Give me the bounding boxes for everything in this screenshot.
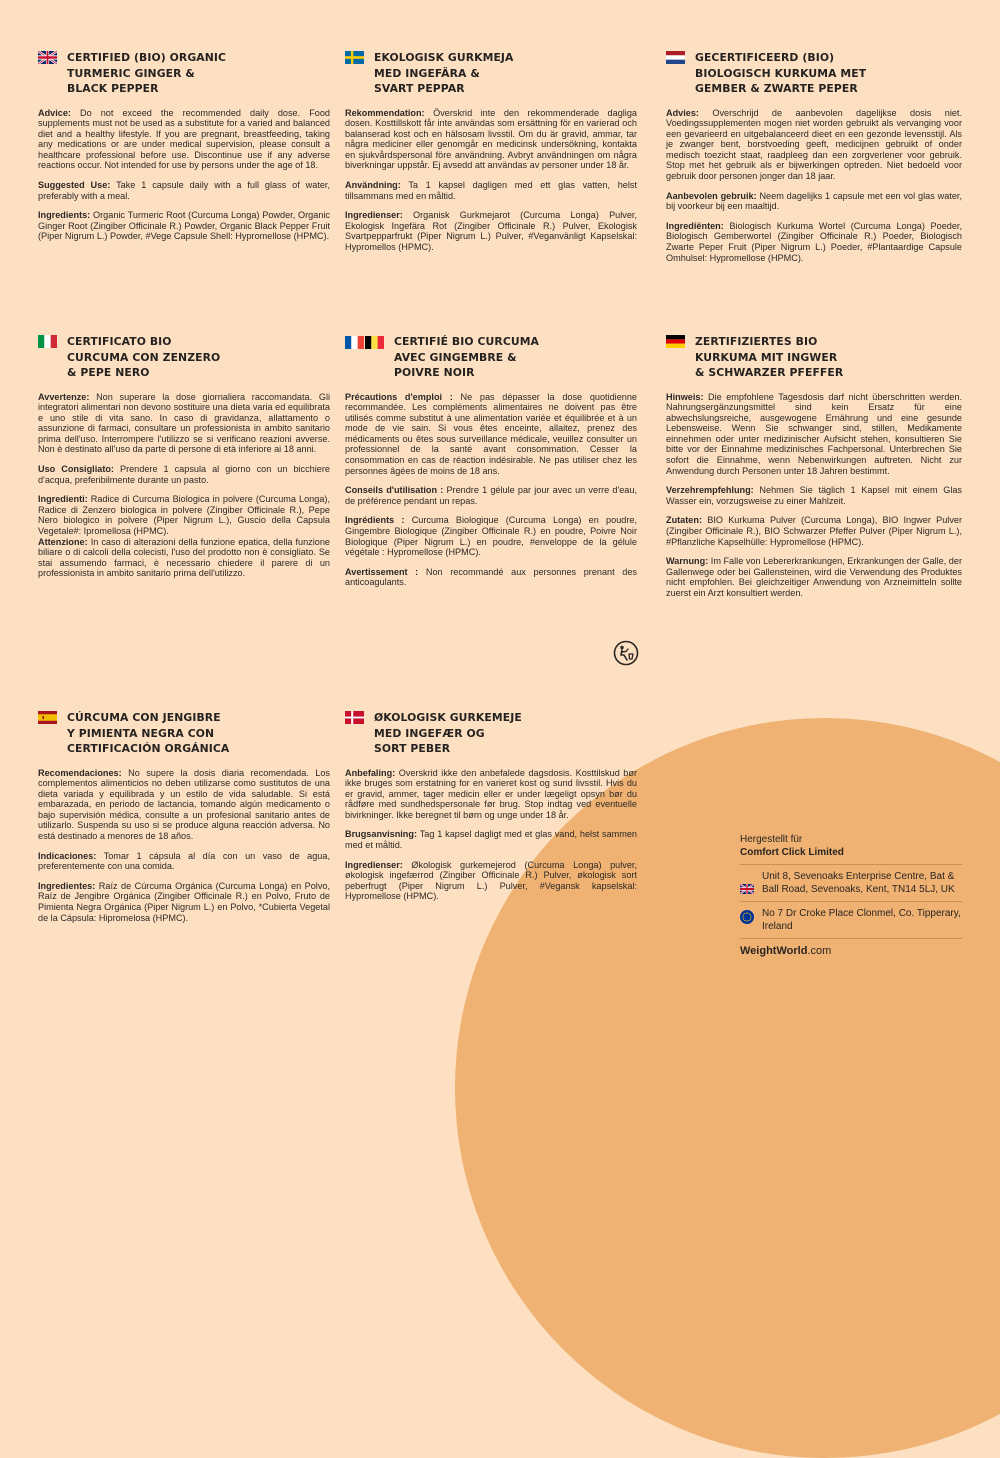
use-section [345, 485, 637, 506]
use-label: Suggested Use: [38, 180, 111, 191]
advice-label: Avvertenze: [38, 391, 90, 402]
france-flag-icon [345, 336, 364, 349]
use-text: Ta 1 kapsel dagligen med ett glas vatten, helst tillsammans med en måltid. [345, 180, 637, 201]
uk-flag-icon [740, 884, 754, 894]
manufacturer-block [740, 833, 962, 958]
ingredients-label: Ingredienser: [345, 859, 403, 870]
use-label: Conseils d'utilisation : [345, 485, 444, 496]
ingredients-label: Ingredients: [38, 210, 91, 221]
recycle-symbol-icon [613, 640, 639, 666]
warning-label: Attenzione: [38, 536, 88, 547]
column-danish [345, 710, 637, 911]
eu-address-text: No 7 Dr Croke Place Clonmel, Co. Tipperary, Ireland [762, 908, 961, 932]
italy-flag-icon [38, 335, 57, 348]
advice-section [345, 392, 637, 477]
ingredients-label: Ingredienti: [38, 494, 88, 505]
header-english [38, 50, 330, 97]
advice-text: No supere la dosis diaria recomendada. Los complementos alimenticios no deben utilizarse como sustitutos de una dieta variada y equilibrada y un estilo de vida saludable. Si está embarazada, en periodo de lactancia, tomando algún medicamento o bajo supervisión médica, consulte a un profesional sanitario antes de utilizarlo. Suspenda su uso si se produce alguna reacción adversa. No está destinado a menores de 18 años. [38, 767, 330, 842]
divider [740, 901, 962, 902]
netherlands-flag-icon [666, 51, 685, 64]
product-title: CERTIFIÉ BIO CURCUMA AVEC GINGEMBRE & POIVRE NOIR [394, 335, 540, 379]
ingredients-text: Organisk Gurkmejarot (Curcuma Longa) Pulver, Ekologisk Ingefära Rot (Zingiber Officinale R.) Pulver, Ekologisk Svartpepparfrukt (Piper Nigrum L.) Pulver, #Veganvänligt Kapselskal: Hypromellos (HPMC). [345, 210, 637, 253]
advice-text: Overschrijd de aanbevolen dagelijkse dosis niet. Voedingssupplementen mogen niet worden gebruikt als vervanging voor een gevarieerd en uitgebalanceerd dieet en een gezonde levensstijl. Als je zwanger bent, borstvoeding geeft, medicijnen gebruikt of onder medisch toezicht staat, raadpleeg dan een zorgverlener voor gebruik. Stop met het gebruik als er bijwerkingen optreden. Niet bedoeld voor gebruik door personen jonger dan 18 jaar. [666, 107, 962, 182]
header-swedish [345, 50, 637, 97]
use-section [38, 464, 330, 485]
website [740, 944, 962, 958]
use-label: Användning: [345, 180, 401, 191]
manufacturer-label: Hergestellt für [740, 834, 803, 845]
warning-text: In caso di alterazioni della funzione epatica, della funzione biliare o di calcoli della colecisti, l'uso del prodotto non è consigliato. Se stai assumendo farmaci, è necessario chiedere il parere di un professionista in ambito sanitario prima dell'utilizzo. [38, 536, 330, 579]
header-german [666, 334, 962, 381]
column-dutch [666, 50, 962, 272]
ingredients-text: Curcuma Biologique (Curcuma Longa) en poudre, Gingembre Biologique (Zingiber Officinale R.) en poudre, Poivre Noir Biologique (Piper Nigrum L.) en poudre, #enveloppe de la gélule végétale : Hypromellose (HPMC). [345, 515, 637, 558]
ingredients-section [38, 881, 330, 923]
advice-section [38, 392, 330, 456]
use-text: Take 1 capsule daily with a full glass of water, preferably with a meal. [38, 180, 330, 201]
ingredients-label: Ingredienser: [345, 210, 403, 221]
advice-text: Ne pas dépasser la dose quotidienne recommandée. Les compléments alimentaires ne doivent pas être utilisés comme substitut à une alimentation variée et équilibrée et à un mode de vie sain. Si vous êtes enceinte, allaitez, prenez des médicaments ou êtes sous surveillance médicale, veuillez consulter un professionnel de la santé avant consommation. Cesser la consommation en cas de réaction indésirable. Ne pas utiliser chez les personnes âgées de moins de 18 ans. [345, 391, 638, 476]
warning-section [38, 537, 330, 579]
product-title: CERTIFIED (BIO) ORGANIC TURMERIC GINGER & BLACK PEPPER [67, 51, 227, 95]
header-danish [345, 710, 637, 757]
ingredients-text: Raíz de Cúrcuma Orgánica (Curcuma Longa) en Polvo, Raíz de Jengibre Orgánica (Zingiber Officinale R.) en Polvo, Fruto de Pimienta Negra Orgánica (Piper Nigrum L.) en Polvo, *Cubierta Vegetal de la Cápsula: Hipromelosa (HPMC). [38, 880, 330, 923]
advice-text: Överskrid inte den rekommenderade dagliga dosen. Kosttillskott får inte användas som ersättning för en varierad och balanserad kost och en hälsosam livsstil. Om du är gravid, ammar, tar några mediciner eller genomgår en medicinsk undersökning, kontakta en sjukvårdspersonal före användning. Avbryt användningen om några biverkningar uppstår. Ej avsedd att användas av personer under 18 år. [345, 107, 637, 171]
uk-address [740, 870, 962, 896]
product-title: ØKOLOGISK GURKEMEJE MED INGEFÆR OG SORT PEBER [374, 711, 522, 755]
ingredients-label: Ingrediënten: [666, 220, 724, 231]
ingredients-text: Organic Turmeric Root (Curcuma Longa) Powder, Organic Ginger Root (Zingiber Officinale R.) Powder, Organic Black Pepper Fruit (Piper Nigrum L.) Powder, #Vege Capsule Shell: Hypromellose (HPMC). [38, 210, 330, 242]
ingredients-text: Økologisk gurkemejerod (Curcuma Longa) pulver, økologisk ingefærrod (Zingiber Officinale R.) Pulver, økologisk sort peberfrugt (Piper Nigrum L.) Pulver, #Vegansk kapselskal: Hypromellose (HPMC). [345, 859, 637, 902]
germany-flag-icon [666, 335, 685, 348]
header-french [345, 334, 637, 381]
ingredients-section [345, 210, 637, 252]
advice-label: Précautions d'emploi : [345, 391, 453, 402]
column-italian [38, 334, 330, 588]
column-swedish [345, 50, 637, 262]
product-title: ZERTIFIZIERTES BIO KURKUMA MIT INGWER & SCHWARZER PFEFFER [695, 335, 844, 379]
product-title: EKOLOGISK GURKMEJA MED INGEFÄRA & SVART PEPPAR [374, 51, 514, 95]
advice-text: Do not exceed the recommended daily dose. Food supplements must not be used as a substitute for a varied and balanced diet and a healthy lifestyle. If you are pregnant, breastfeeding, taking any medications or are under medical supervision, please consult a healthcare professional before use. Discontinue use if any adverse reactions occur. Not intended for use by persons under the age of 18. [38, 107, 330, 171]
advice-label: Anbefaling: [345, 767, 396, 778]
use-section [345, 180, 637, 201]
ingredients-section [345, 515, 637, 557]
denmark-flag-icon [345, 711, 364, 724]
divider [740, 864, 962, 865]
advice-text: Overskrid ikke den anbefalede dagsdosis. Kosttilskud bør ikke bruges som erstatning for en varieret kost og sund livsstil. Hvis du er gravid, ammer, tager medicin eller er under lægeligt opsyn bør du rådføre med sundhedspersonale før brug. Stop indtag ved eventuelle bivirkninger. Ikke beregnet til børn og unge under 18 år. [345, 767, 637, 820]
warning-label: Avertissement : [345, 566, 419, 577]
product-title: GECERTIFICEERD (BIO) BIOLOGISCH KURKUMA MET GEMBER & ZWARTE PEPER [695, 51, 867, 95]
use-label: Brugsanvisning: [345, 829, 417, 840]
use-text: Tomar 1 cápsula al día con un vaso de agua, preferentemente con una comida. [38, 850, 330, 872]
header-dutch [666, 50, 962, 97]
website-domain: .com [807, 945, 832, 957]
advice-label: Hinweis: [666, 391, 704, 402]
column-french [345, 334, 637, 597]
warning-text: Im Falle von Lebererkrankungen, Erkrankungen der Galle, der Gallenwege oder bei Gallensteinen, wird die Verwendung des Produktes nicht empfohlen. Bei gleichzeitiger Anwendung von Arzneimitteln sollte zuerst ein Arzt konsultiert werden. [666, 556, 962, 598]
use-section [38, 180, 330, 201]
eu-address [740, 907, 962, 933]
belgium-flag-icon [365, 336, 384, 349]
header-italian [38, 334, 330, 381]
advice-label: Advice: [38, 107, 71, 118]
divider [740, 938, 962, 939]
warning-section [666, 556, 962, 598]
advice-label: Rekommendation: [345, 107, 425, 118]
ingredients-label: Zutaten: [666, 515, 702, 526]
use-label: Verzehrempfehlung: [666, 485, 754, 496]
flag-pair [345, 335, 384, 349]
ingredients-section [666, 221, 962, 263]
sweden-flag-icon [345, 51, 364, 64]
use-section [38, 851, 330, 872]
ingredients-text: Biologisch Kurkuma Wortel (Curcuma Longa) Poeder, Biologisch Gemberwortel (Zingiber Officinale R.) Poeder, Biologisch Zwarte Peper Fruit (Piper Nigrum L.) Poeder, #Plantaardige Capsule Omhulsel: Hypromellose (HPMC). [666, 220, 962, 263]
product-title: CERTIFICATO BIO CURCUMA CON ZENZERO & PEPE NERO [67, 335, 221, 379]
advice-label: Advies: [666, 107, 699, 118]
advice-section [666, 392, 962, 477]
advice-section [38, 108, 330, 172]
advice-section [345, 768, 637, 821]
use-text: Neem dagelijks 1 capsule met een vol glas water, bij voorkeur bij een maaltijd. [666, 190, 962, 212]
header-spanish [38, 710, 330, 757]
ingredients-section [38, 494, 330, 536]
uk-address-text: Unit 8, Sevenoaks Enterprise Centre, Bat & Ball Road, Sevenoaks, Kent, TN14 5LJ, UK [762, 871, 955, 895]
column-spanish [38, 710, 330, 932]
use-text: Prendre 1 gélule par jour avec un verre d'eau, de préférence pendant un repas. [345, 485, 637, 506]
website-brand: WeightWorld [740, 945, 808, 957]
advice-text: Die empfohlene Tagesdosis darf nicht überschritten werden. Nahrungsergänzungsmittel sind kein Ersatz für eine abwechslungsreiche, ausgewogene Ernährung und eine gesunde Lebensweise. Wenn Sie schwanger sind, stillen, Medikamente einnehmen oder unter medizinischer Aufsicht stehen, konsultieren Sie bitte vor der Einnahme medizinisches Fachpersonal. Unterbrechen Sie sofort die Einnahme, wenn Nebenwirkungen auftreten. Nicht zur Anwendung durch Personen unter 18 Jahren bestimmt. [666, 391, 962, 476]
ingredients-text: BIO Kurkuma Pulver (Curcuma Longa), BIO Ingwer Pulver (Zingiber Officinale R.), BIO Schwarzer Pfeffer Pulver (Piper Nigrum L.), #Pflanzliche Kapselhülle: Hypromellose (HPMC). [666, 515, 962, 547]
use-section [345, 829, 637, 850]
use-text: Nehmen Sie täglich 1 Kapsel mit einem Glas Wasser ein, vorzugsweise zu einer Mahlzeit. [666, 485, 962, 506]
advice-label: Recomendaciones: [38, 767, 122, 778]
eu-flag-icon [740, 910, 754, 924]
uk-flag-icon [38, 51, 57, 64]
ingredients-section [38, 210, 330, 242]
use-label: Uso Consigliato: [38, 464, 114, 475]
ingredients-section [345, 860, 637, 902]
ingredients-label: Ingredientes: [38, 880, 96, 891]
column-german [666, 334, 962, 608]
use-label: Aanbevolen gebruik: [666, 190, 757, 201]
use-section [666, 191, 962, 212]
use-label: Indicaciones: [38, 850, 97, 861]
spain-flag-icon [38, 711, 57, 724]
advice-section [38, 768, 330, 842]
column-english [38, 50, 330, 251]
advice-text: Non superare la dose giornaliera raccomandata. Gli integratori alimentari non devono sostituire una dieta varia ed equilibrata e uno stile di vita sano. In caso di gravidanza, allattamento o assunzione di farmaci, consultare un professionista in ambito sanitario prima dell'uso. Interrompere l'utilizzo se si verificano reazioni avverse. Non è destinato all'uso da parte di persone di età inferiore ai 18 anni. [38, 391, 330, 455]
ingredients-text: Radice di Curcuma Biologica in polvere (Curcuma Longa), Radice di Zenzero biologica in polvere (Zingiber Officinale R.), Pepe Nero biologico in polvere (Piper Nigrum L.), Guscio della Capsula Vegetale#: Ipromellosa (HPMC). [38, 494, 330, 537]
product-title: CÚRCUMA CON JENGIBRE Y PIMIENTA NEGRA CON CERTIFICACIÓN ORGÁNICA [67, 711, 230, 755]
ingredients-label: Ingrédients : [345, 515, 405, 526]
advice-section [666, 108, 962, 182]
advice-section [345, 108, 637, 172]
ingredients-section [666, 515, 962, 547]
warning-label: Warnung: [666, 556, 709, 567]
company-name: Comfort Click Limited [740, 847, 844, 858]
warning-section [345, 567, 637, 588]
use-text: Tag 1 kapsel dagligt med et glas vand, helst sammen med et måltid. [345, 829, 637, 851]
warning-text: Non recommandé aux personnes prenant des anticoagulants. [345, 566, 637, 588]
use-section [666, 485, 962, 506]
use-text: Prendere 1 capsula al giorno con un bicchiere d'acqua, preferibilmente durante un pasto. [38, 464, 330, 485]
